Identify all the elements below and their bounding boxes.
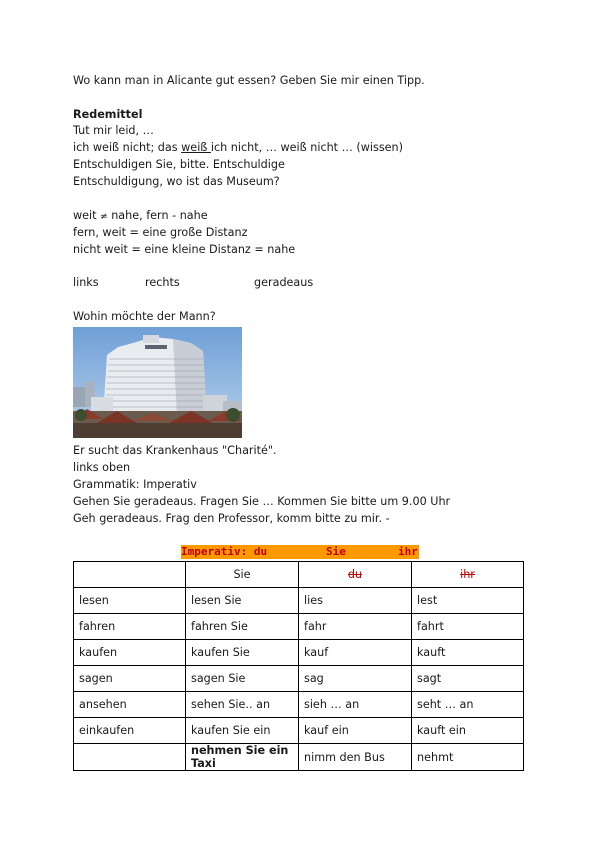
ihr-form: kauft — [412, 640, 524, 666]
verb-infinitive — [74, 744, 186, 771]
du-form: kauf — [299, 640, 412, 666]
redemittel-line-1: Tut mir leid, … — [73, 124, 154, 137]
distance-nahe: nahe, fern - nahe — [111, 209, 208, 222]
ihr-form: kauft ein — [412, 718, 524, 744]
sie-form: kaufen Sie — [186, 640, 299, 666]
sie-form: lesen Sie — [186, 588, 299, 614]
sie-form: sehen Sie.. an — [186, 692, 299, 718]
ihr-form: sagt — [412, 666, 524, 692]
table-header-ihr: ihr — [460, 568, 475, 581]
table-row — [74, 666, 524, 692]
table-header-sie: Sie — [186, 562, 299, 588]
table-header-row — [74, 562, 524, 588]
du-imperativ-example: Geh geradeaus. Frag den Professor, komm bitte zu mir. - — [73, 512, 390, 525]
table-row — [74, 692, 524, 718]
redemittel-line-3: Entschuldigen Sie, bitte. Entschuldige — [73, 158, 285, 171]
charite-building-photo — [73, 327, 242, 438]
redemittel-heading: Redemittel — [73, 108, 143, 121]
verb-infinitive: sagen — [74, 666, 186, 692]
redemittel-line-2-c: ich nicht, … weiß nicht … (wissen) — [210, 141, 403, 154]
table-header-cell — [74, 562, 186, 588]
verb-infinitive: einkaufen — [74, 718, 186, 744]
verb-infinitive: ansehen — [74, 692, 186, 718]
distance-line-2: fern, weit = eine große Distanz — [73, 226, 248, 239]
table-row — [74, 614, 524, 640]
table-header-du: du — [347, 568, 363, 581]
imperativ-header-label: Imperativ: du — [181, 545, 268, 558]
table-row — [74, 744, 524, 771]
du-form: sag — [299, 666, 412, 692]
question-line: Wo kann man in Alicante gut essen? Geben Sie mir einen Tipp. — [73, 74, 425, 87]
redemittel-line-4: Entschuldigung, wo ist das Museum? — [73, 175, 280, 188]
imperativ-header-bar — [181, 545, 419, 559]
direction-left: links — [73, 276, 99, 289]
du-form: kauf ein — [299, 718, 412, 744]
ihr-form: lest — [412, 588, 524, 614]
direction-straight: geradeaus — [254, 276, 314, 289]
imperativ-header-sie: Sie — [326, 545, 346, 558]
table-row — [74, 640, 524, 666]
sie-form: fahren Sie — [186, 614, 299, 640]
imperativ-table — [73, 561, 524, 771]
ihr-form: nehmt — [412, 744, 524, 771]
verb-infinitive: kaufen — [74, 640, 186, 666]
ihr-form: seht … an — [412, 692, 524, 718]
distance-weit: weit — [73, 209, 97, 222]
not-equal-icon: ≠ — [100, 212, 108, 222]
redemittel-line-2 — [73, 140, 403, 156]
du-form: nimm den Bus — [299, 744, 412, 771]
du-form: lies — [299, 588, 412, 614]
direction-right: rechts — [145, 276, 180, 289]
sie-form: kaufen Sie ein — [186, 718, 299, 744]
table-row — [74, 588, 524, 614]
ihr-form: fahrt — [412, 614, 524, 640]
weiss-underlined: weiß — [181, 141, 211, 154]
photo-question: Wohin möchte der Mann? — [73, 310, 216, 323]
table-row — [74, 718, 524, 744]
du-form: sieh … an — [299, 692, 412, 718]
verb-infinitive: fahren — [74, 614, 186, 640]
after-photo-line-1: Er sucht das Krankenhaus "Charité". — [73, 444, 277, 457]
sie-imperativ-example: Gehen Sie geradeaus. Fragen Sie … Kommen Sie bitte um 9.00 Uhr — [73, 495, 451, 508]
du-form: fahr — [299, 614, 412, 640]
after-photo-line-2: links oben — [73, 461, 131, 474]
redemittel-line-2-a: ich weiß nicht; das — [73, 141, 182, 154]
distance-line-3: nicht weit = eine kleine Distanz = nahe — [73, 243, 296, 256]
distance-line-1 — [73, 208, 208, 225]
sie-form: nehmen Sie ein Taxi — [186, 744, 299, 771]
grammatik-line: Grammatik: Imperativ — [73, 478, 197, 491]
sie-form: sagen Sie — [186, 666, 299, 692]
imperativ-header-ihr: ihr — [398, 545, 418, 558]
verb-infinitive: lesen — [74, 588, 186, 614]
